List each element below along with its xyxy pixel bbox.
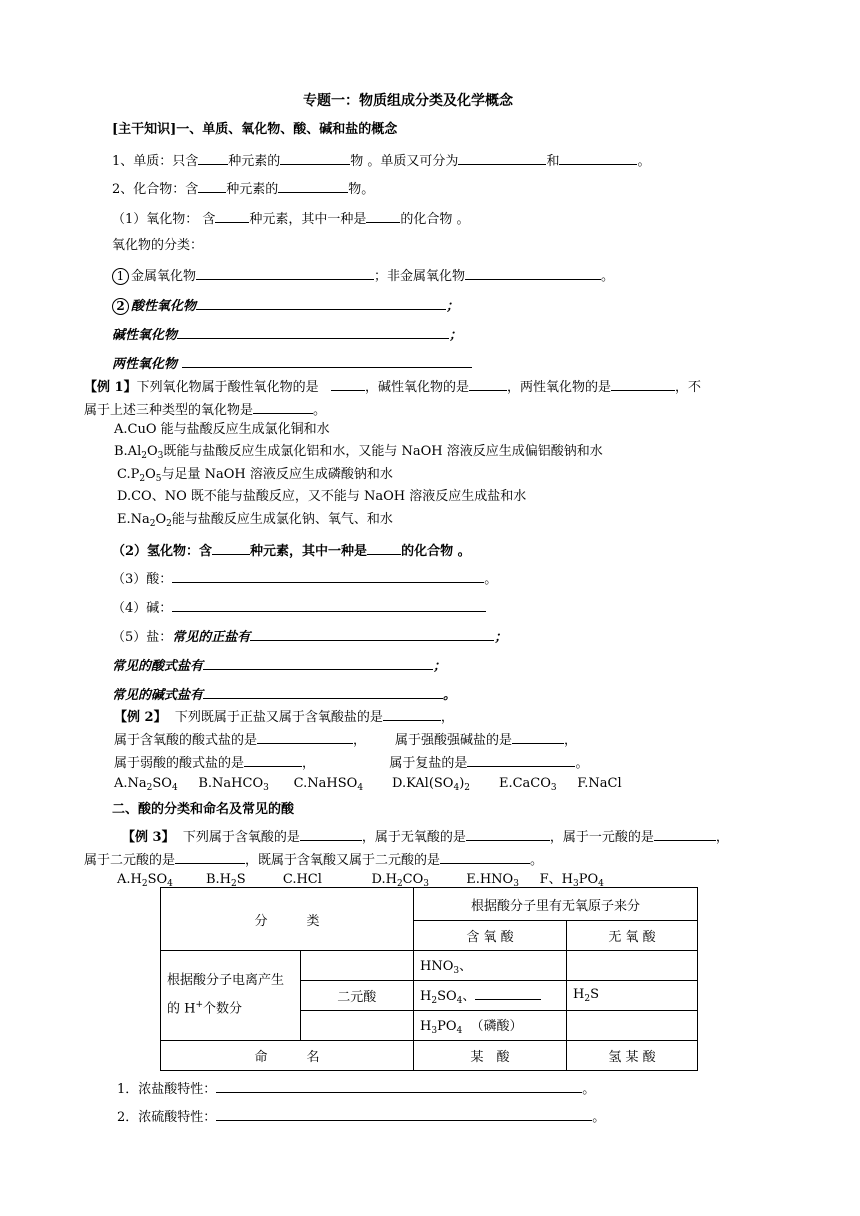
- line-amphoteric-oxide: 两性氧化物: [112, 353, 472, 374]
- circled-number: 1: [112, 268, 129, 285]
- table-header-nonoxyacid: 无 氧 酸: [567, 921, 698, 951]
- table-cell-dibasic: 二元酸: [300, 981, 413, 1011]
- line-acid: （3）酸： 。: [112, 568, 497, 589]
- question-hcl: 1．浓盐酸特性： 。: [117, 1078, 595, 1099]
- table-cell-hno3: $HNO_3$、: [414, 951, 567, 981]
- line-acid-salt: 常见的酸式盐有 ；: [112, 655, 446, 676]
- line-basic-oxide: 碱性氧化物 ；: [112, 324, 462, 345]
- line-acidic-oxide: 2 酸性氧化物 ；: [112, 295, 459, 316]
- section-heading-2: 二、酸的分类和命名及常见的酸: [112, 802, 295, 817]
- acid-classification-table: [160, 887, 698, 1071]
- table-row-label: 根据酸分子电离产生的 H+个数分: [161, 951, 301, 1041]
- option-d: D.CO、NO 既不能与盐酸反应，又不能与 NaOH 溶液反应生成盐和水: [117, 489, 527, 504]
- option-e: $E.Na_2O_2$能与盐酸反应生成氯化钠、氧气、和水: [117, 512, 393, 529]
- example-3-options: $A.H_2SO_4$ $B.H_2S$ C.HCl $D.H_2CO_3$ $E.HNO_3$ F、$H_3PO_4$: [117, 872, 604, 889]
- option-a: A.CuO 能与盐酸反应生成氯化铜和水: [114, 422, 330, 437]
- option-b: $B.Al_2O_3$既能与盐酸反应生成氯化铝和水，又能与 NaOH 溶液反应生成偏铝酸钠和水: [114, 444, 603, 461]
- line-salt: （5）盐：常见的正盐有 ；: [112, 626, 507, 647]
- table-cell: [300, 951, 413, 981]
- table-naming-nonoxy: 氢 某 酸: [567, 1041, 698, 1071]
- line-elemental: 1、单质：只含 种元素的 物 。单质又可分为 和 。: [112, 150, 650, 171]
- line-basic-salt: 常见的碱式盐有 。: [112, 684, 456, 705]
- line-base: （4）碱：: [112, 597, 486, 618]
- line-hydride: （2）氢化物：含 种元素，其中一种是 的化合物 。: [112, 540, 471, 561]
- line-compound: 2、化合物：含 种元素的 物。: [112, 178, 374, 199]
- example-2-options: $A.Na_2SO_4$ B.NaHCO$_3$ C.NaHSO$_4$ $D.KAl(SO_4)_2$ E.CaCO$_3$ F.NaCl: [114, 776, 622, 793]
- example-1-cont: 属于上述三种类型的氧化物是 。: [84, 399, 326, 420]
- table-cell: [300, 1011, 413, 1041]
- example-1: 【例 1】下列氧化物属于酸性氧化物的是 ，碱性氧化物的是 ，两性氧化物的是 ，不: [84, 376, 701, 397]
- page-title: 专题一：物质组成分类及化学概念: [303, 93, 513, 109]
- table-cell-h2s: $H_2S$: [567, 981, 698, 1011]
- table-cell-h2so4: $H_2SO_4$、: [414, 981, 567, 1011]
- table-cell-h3po4: $H_3PO_4$ （磷酸）: [414, 1011, 567, 1041]
- example-2-line3: 属于弱酸的酸式盐的是 ， 属于复盐的是 。: [114, 752, 588, 773]
- option-c: $C.P_2O_5$与足量 NaOH 溶液反应生成磷酸钠和水: [117, 467, 393, 484]
- example-3-line2: 属于二元酸的是 ，既属于含氧酸又属于二元酸的是 。: [84, 849, 543, 870]
- table-header-class: 分 类: [161, 888, 414, 951]
- table-naming-label: 命 名: [161, 1041, 414, 1071]
- line-metal-oxide: 1 金属氧化物 ；非金属氧化物 。: [112, 265, 614, 286]
- example-2: 【例 2】 下列既属于正盐又属于含氧酸盐的是 ，: [114, 706, 454, 727]
- table-cell: [567, 1011, 698, 1041]
- table-cell: [567, 951, 698, 981]
- table-naming-oxy: 某 酸: [414, 1041, 567, 1071]
- table-header-by-oxygen: 根据酸分子里有无氧原子来分: [414, 888, 698, 921]
- table-header-oxyacid: 含 氧 酸: [414, 921, 567, 951]
- circled-number: 2: [112, 298, 129, 315]
- oxide-classification-label: 氧化物的分类：: [112, 238, 204, 253]
- question-h2so4: 2．浓硫酸特性： 。: [117, 1106, 605, 1127]
- line-oxide: （1）氧化物： 含 种元素，其中一种是 的化合物 。: [112, 208, 470, 229]
- section-heading-1: [主干知识]一、单质、氧化物、酸、碱和盐的概念: [112, 122, 398, 137]
- example-3: 【例 3】 下列属于含氧酸的是 ，属于无氧酸的是 ，属于一元酸的是 ，: [122, 826, 729, 847]
- example-2-line2: 属于含氧酸的酸式盐的是 ， 属于强酸强碱盐的是 ，: [114, 729, 577, 750]
